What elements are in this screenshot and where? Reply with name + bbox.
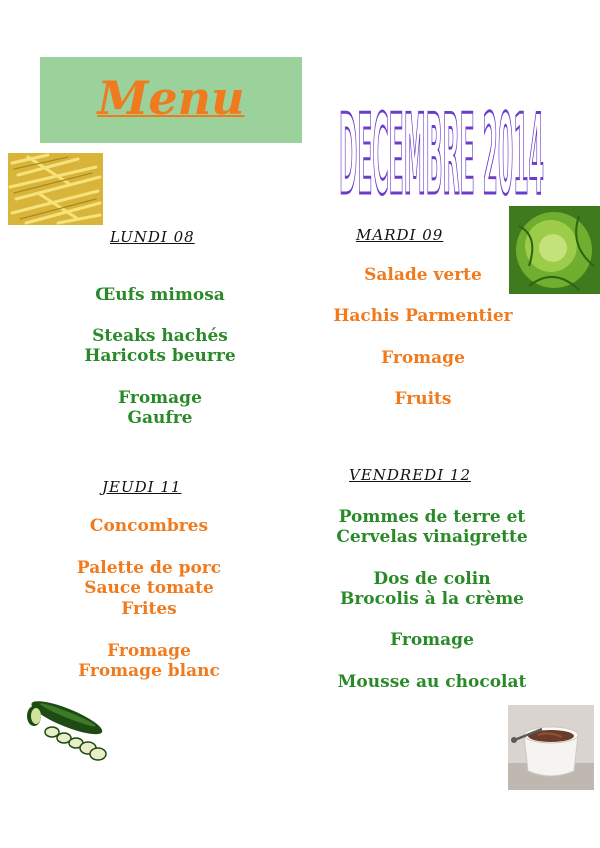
dish-lundi-4: Fromage <box>118 388 202 408</box>
dish-lundi-3: Haricots beurre <box>84 346 236 366</box>
day-label-jeudi: JEUDI 11 <box>102 478 182 496</box>
dish-lundi-2: Steaks hachés <box>92 326 228 346</box>
dish-vendredi-6: Mousse au chocolat <box>337 672 527 692</box>
day-label-lundi: LUNDI 08 <box>110 228 195 246</box>
title-banner <box>40 57 302 143</box>
dish-jeudi-2: Palette de porc <box>76 558 222 578</box>
dish-jeudi-4: Frites <box>121 599 177 619</box>
month-heading <box>335 82 550 202</box>
page-title: Menu <box>97 71 245 125</box>
dish-mardi-1: Salade verte <box>364 265 482 285</box>
dish-vendredi-5: Fromage <box>390 630 474 650</box>
day-label-mardi: MARDI 09 <box>356 226 444 244</box>
dish-jeudi-1: Concombres <box>89 516 209 536</box>
dish-vendredi-4: Brocolis à la crème <box>339 589 524 609</box>
dish-mardi-3: Fromage <box>381 348 465 368</box>
day-label-vendredi: VENDREDI 12 <box>349 466 471 484</box>
dish-jeudi-3: Sauce tomate <box>84 578 214 598</box>
dish-jeudi-5: Fromage <box>107 641 191 661</box>
dish-vendredi-3: Dos de colin <box>373 569 491 589</box>
dish-mardi-2: Hachis Parmentier <box>333 306 513 326</box>
cucumber-photo <box>12 694 107 766</box>
dish-vendredi-2: Cervelas vinaigrette <box>336 527 528 547</box>
dish-vendredi-1: Pommes de terre et <box>338 507 526 527</box>
dish-lundi-1: Œufs mimosa <box>95 285 225 305</box>
dish-lundi-5: Gaufre <box>127 408 193 428</box>
dish-jeudi-6: Fromage blanc <box>78 661 220 681</box>
green-beans-photo <box>8 153 103 225</box>
chocolate-mousse-photo <box>508 705 594 790</box>
dish-mardi-4: Fruits <box>394 389 452 409</box>
month-heading-text: DECEMBRE 2014 <box>339 90 544 202</box>
